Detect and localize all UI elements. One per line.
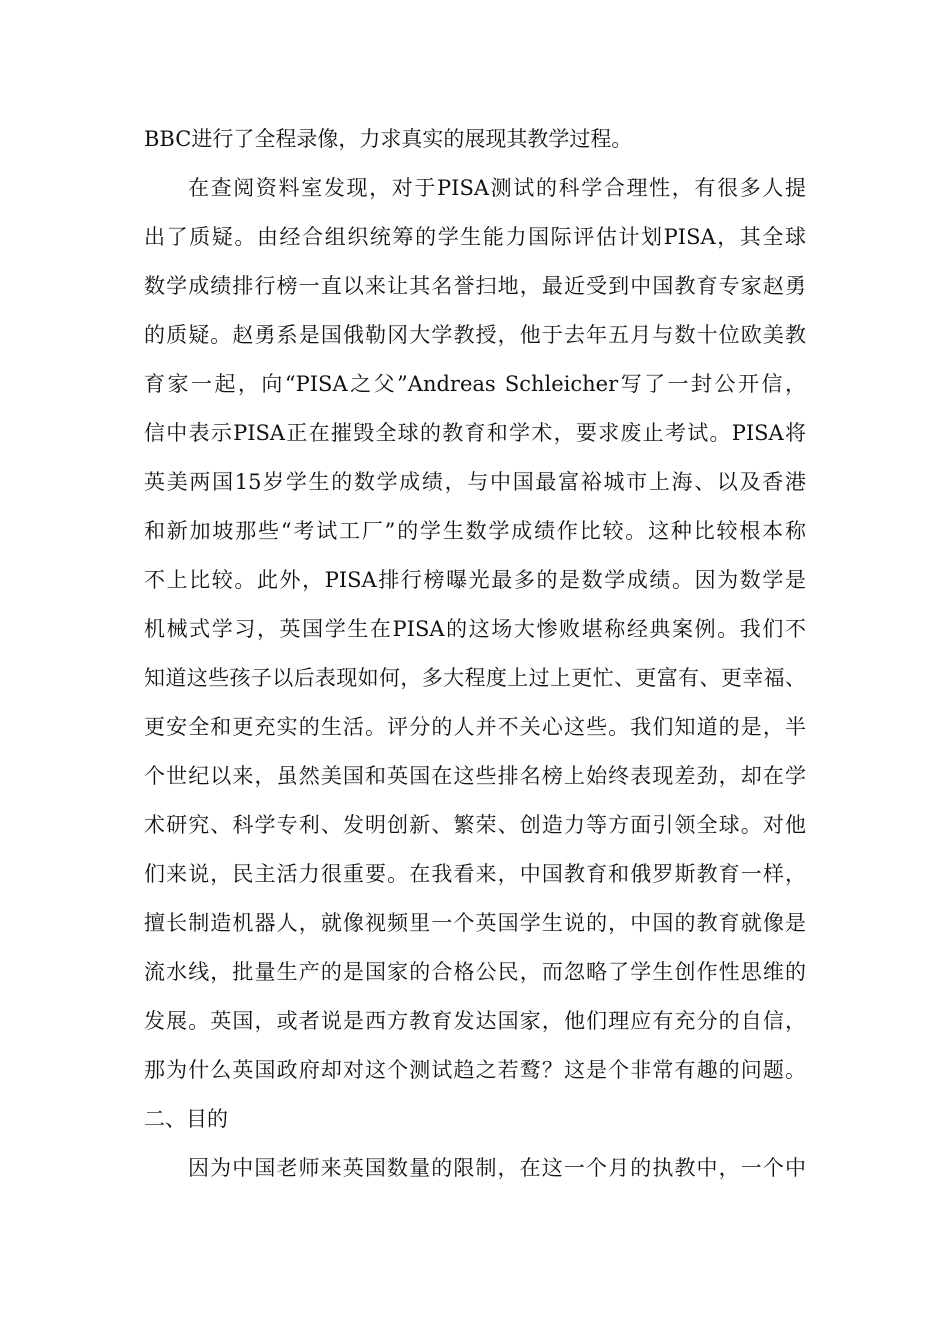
paragraph-line: 们来说，民主活力很重要。在我看来，中国教育和俄罗斯教育一样， xyxy=(144,862,806,886)
paragraph-line: 更安全和更充实的生活。评分的人并不关心这些。我们知道的是，半 xyxy=(144,715,806,739)
section-heading: 二、目的 xyxy=(144,1107,228,1131)
paragraph-line: 出了质疑。由经合组织统筹的学生能力国际评估计划PISA，其全球 xyxy=(144,225,806,249)
paragraph-line: 流水线，批量生产的是国家的合格公民，而忽略了学生创作性思维的 xyxy=(144,960,806,984)
paragraph-line: BBC进行了全程录像，力求真实的展现其教学过程。 xyxy=(144,127,633,151)
paragraph-line: 机械式学习，英国学生在PISA的这场大惨败堪称经典案例。我们不 xyxy=(144,617,806,641)
paragraph-line: 擅长制造机器人，就像视频里一个英国学生说的，中国的教育就像是 xyxy=(144,911,806,935)
paragraph-line: 术研究、科学专利、发明创新、繁荣、创造力等方面引领全球。对他 xyxy=(144,813,806,837)
paragraph-line: 在查阅资料室发现，对于PISA测试的科学合理性，有很多人提 xyxy=(188,176,806,200)
paragraph-line: 信中表示PISA正在摧毁全球的教育和学术，要求废止考试。PISA将 xyxy=(144,421,806,445)
paragraph-line: 知道这些孩子以后表现如何，多大程度上过上更忙、更富有、更幸福、 xyxy=(144,666,806,690)
paragraph-line: 的质疑。赵勇系是国俄勒冈大学教授，他于去年五月与数十位欧美教 xyxy=(144,323,806,347)
paragraph-line: 和新加坡那些“考试工厂”的学生数学成绩作比较。这种比较根本称 xyxy=(144,519,806,543)
paragraph-line: 因为中国老师来英国数量的限制，在这一个月的执教中，一个中 xyxy=(188,1156,806,1180)
paragraph-line: 数学成绩排行榜一直以来让其名誉扫地，最近受到中国教育专家赵勇 xyxy=(144,274,806,298)
paragraph-line: 发展。英国，或者说是西方教育发达国家，他们理应有充分的自信， xyxy=(144,1009,806,1033)
paragraph-line: 不上比较。此外，PISA排行榜曝光最多的是数学成绩。因为数学是 xyxy=(144,568,806,592)
body-text xyxy=(144,115,806,1193)
paragraph-line: 育家一起，向“PISA之父”Andreas Schleicher写了一封公开信， xyxy=(144,372,806,396)
paragraph-line: 英美两国15岁学生的数学成绩，与中国最富裕城市上海、以及香港 xyxy=(144,470,806,494)
paragraph-line: 个世纪以来，虽然美国和英国在这些排名榜上始终表现差劲，却在学 xyxy=(144,764,806,788)
paragraph-line: 那为什么英国政府却对这个测试趋之若鹜？这是个非常有趣的问题。 xyxy=(144,1058,806,1082)
